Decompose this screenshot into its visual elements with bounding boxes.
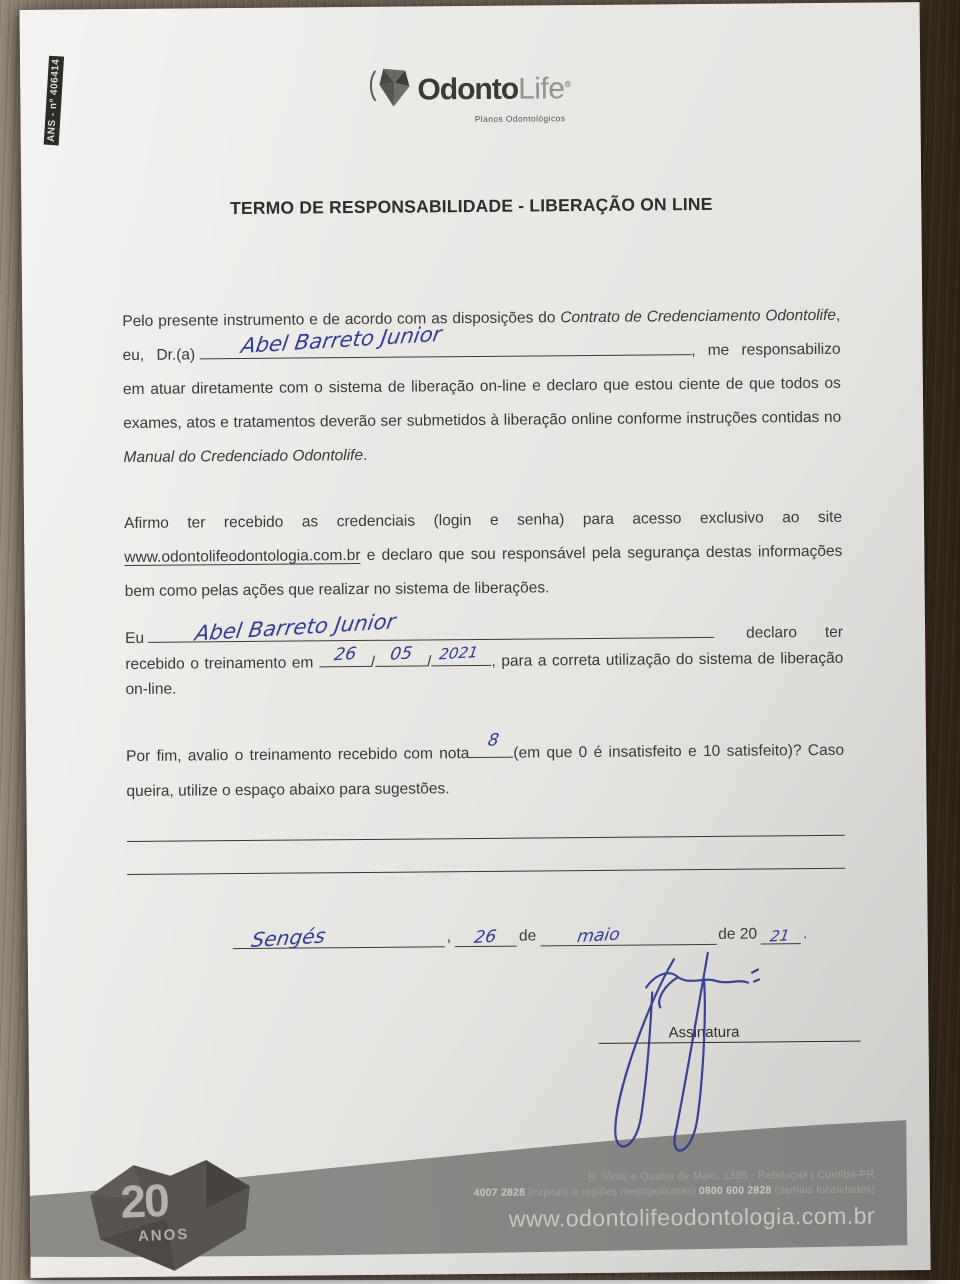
intro-text-2: , eu, Dr.(a) (123, 307, 841, 364)
brand-odonto: Odonto (417, 73, 518, 107)
signature-scribble (586, 947, 764, 1167)
city-handwriting: Sengés (250, 924, 327, 952)
footer-phone-1-note: (capitais e regiões metropolitanas) (525, 1185, 699, 1199)
document-title: TERMO DE RESPONSABILIDADE - LIBERAÇÃO ON LINE (21, 192, 921, 221)
registered-mark: ® (564, 79, 571, 89)
training-day-field (319, 649, 371, 667)
rating-grade-field (469, 740, 513, 758)
doctor-name-field (199, 337, 691, 359)
city-field (233, 914, 445, 949)
intro-text-1: Pelo presente instrumento e de acordo com as disposições do (122, 309, 560, 330)
ans-registration-badge: ANS - nº 406414 (44, 55, 64, 145)
suggestion-line-2 (127, 868, 845, 875)
training-year-handwriting: 2021 (438, 640, 480, 667)
rating-text-1: Por fim, avalio o treinamento recebido com nota (126, 745, 469, 765)
footer-phone-2: 0800 600 2828 (699, 1184, 772, 1197)
training-month-handwriting: 05 (388, 641, 414, 667)
anniversary-logo (83, 1153, 260, 1278)
credentials-text-2: e declaro que sou responsável pela segurança destas informações bem como pelas ações que realizar no sistema de liberações. (125, 543, 843, 600)
rating-grade-handwriting: 8 (485, 723, 501, 759)
date-year-handwriting: 21 (769, 926, 791, 945)
date-day-handwriting: 26 (472, 927, 497, 948)
city-date-line (233, 911, 812, 950)
odontolife-heart-icon (369, 63, 411, 114)
date-period: . (801, 924, 811, 944)
footer-phones (370, 1184, 875, 1200)
date-month-field (540, 912, 716, 947)
training-name-field (148, 620, 714, 643)
date-day-field (455, 914, 517, 948)
date-de-2: de 20 (716, 925, 761, 945)
paragraph-training (125, 619, 844, 702)
odontolife-logo (369, 61, 571, 125)
anniversary-label: ANOS (138, 1226, 190, 1245)
paragraph-rating (126, 733, 845, 809)
footer-website: www.odontolifeodontologia.com.br (370, 1203, 875, 1234)
website-link-inline: www.odontolifeodontologia.com.br (124, 547, 360, 566)
intro-text-3: me responsabilizo em atuar diretamente com o sistema de liberação on-line e declaro que estou ciente de que todos os exames, atos e tratamentos deverão ser submetidos à liberação online conforme instruções contidas no (123, 341, 841, 432)
signature-label: Assinatura (668, 1024, 739, 1042)
date-de-1: de (517, 926, 540, 946)
training-text-3: , para a correta utilização do sistema de liberação on-line. (125, 650, 843, 698)
brand-life: Life (518, 72, 565, 105)
suggestion-line-1 (127, 835, 845, 842)
intro-manual-italic: Manual do Credenciado Odontolife (123, 447, 363, 466)
anniversary-heart-icon (83, 1153, 260, 1278)
date-slash-2: / (427, 653, 431, 670)
date-month-handwriting: maio (576, 925, 622, 948)
training-month-field (375, 648, 427, 666)
credentials-text-1: Afirmo ter recebido as credenciais (login e senha) para acesso exclusivo ao site (124, 509, 842, 532)
intro-contract-italic: Contrato de Credenciamento Odontolife (560, 307, 836, 326)
training-name-handwriting: Abel Barreto Junior (193, 609, 397, 646)
date-year-field (761, 911, 801, 944)
training-day-handwriting: 26 (332, 642, 358, 668)
paragraph-credentials (124, 501, 843, 609)
document-page (20, 2, 931, 1278)
footer-contact-block (370, 1169, 876, 1234)
brand-wordmark (417, 69, 571, 105)
intro-period: . (363, 447, 367, 464)
footer-phone-2-note: (demais localidades) (771, 1184, 875, 1197)
footer-address: R. Vinte e Quatro de Maio, 1385 - Rebouças | Curitiba-PR (370, 1169, 875, 1185)
logo-tagline: Planos Odontológicos (475, 113, 572, 124)
training-text-2: declaro ter recebido o treinamento em (125, 624, 843, 673)
paragraph-intro (122, 299, 841, 475)
anniversary-number: 20 (119, 1173, 168, 1229)
date-comma: , (445, 927, 455, 947)
date-slash-1: / (371, 654, 375, 671)
footer-phone-1: 4007 2828 (474, 1187, 526, 1199)
rating-text-2: (em que 0 é insatisfeito e 10 satisfeito)? Caso queira, utilize o espaço abaixo para sugestões. (126, 742, 844, 800)
doctor-name-handwriting: Abel Barreto Junior (239, 317, 444, 363)
training-text-1: Eu (125, 630, 144, 647)
training-year-field (431, 648, 491, 667)
intro-comma: , (691, 342, 695, 359)
